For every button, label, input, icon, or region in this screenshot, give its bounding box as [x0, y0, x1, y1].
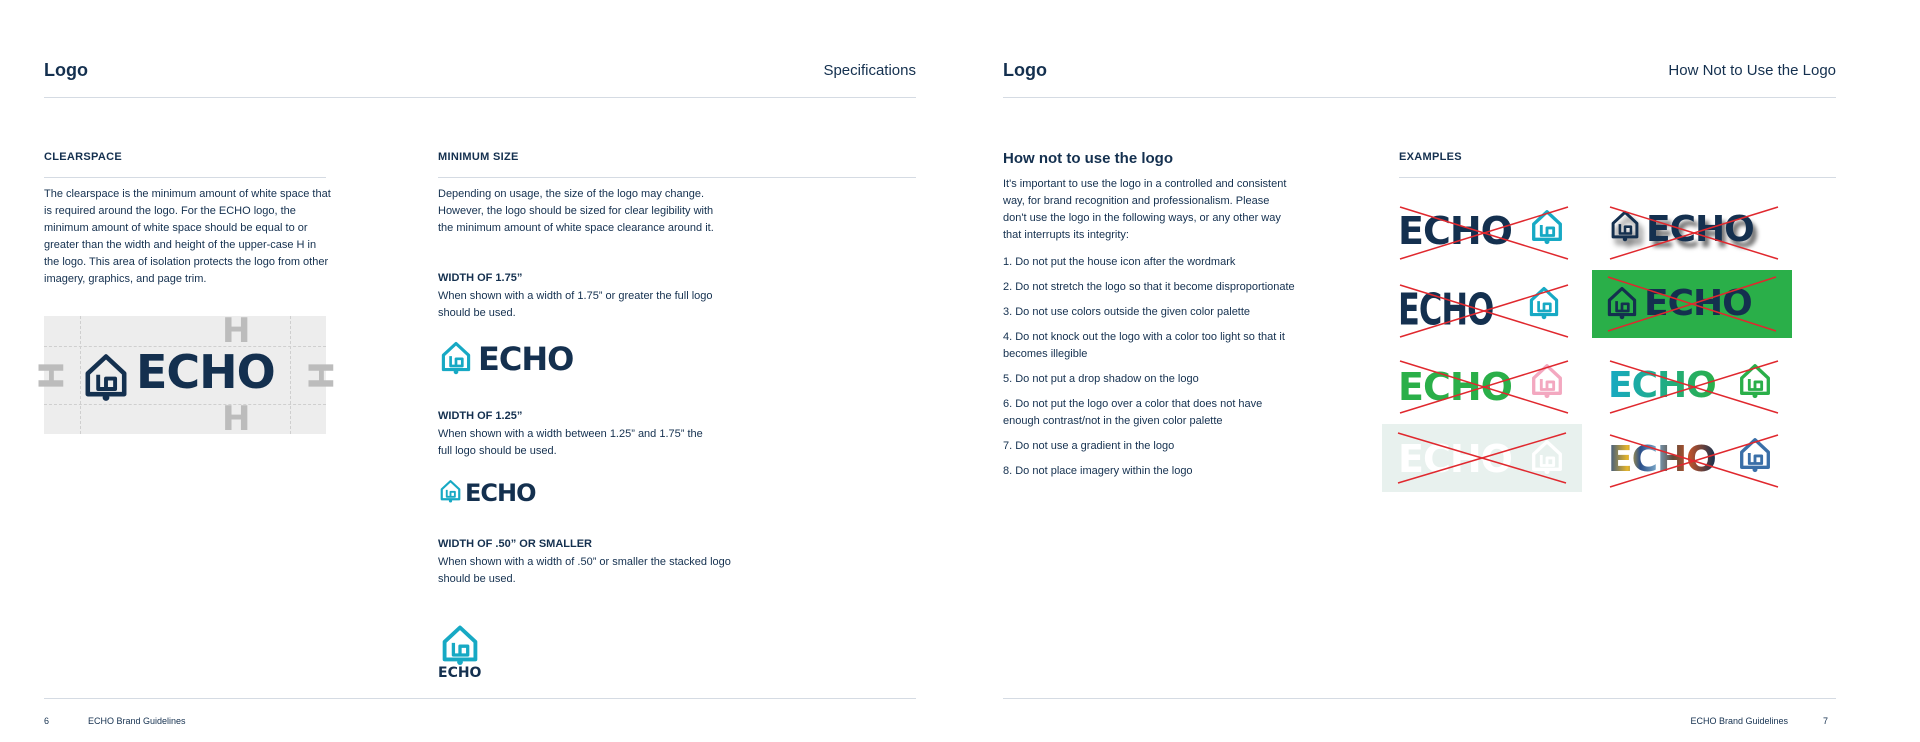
header-divider — [44, 97, 916, 98]
house-icon — [438, 339, 474, 375]
footer-label: ECHO Brand Guidelines — [88, 716, 186, 726]
example-wordmark: ECHO — [1398, 283, 1494, 336]
example-gradient — [1608, 358, 1780, 416]
width-125-title: WIDTH OF 1.25” — [438, 410, 523, 422]
page-title: Logo — [1003, 60, 1047, 80]
min-size-heading: MINIMUM SIZE — [438, 151, 519, 163]
list-item: 4. Do not knock out the logo with a color too light so that it becomes illegible — [1003, 331, 1285, 360]
logo-wordmark-medium: ECHO — [465, 479, 536, 507]
list-item: 3. Do not use colors outside the given color palette — [1003, 306, 1251, 318]
example-wordmark: ECHO — [1608, 365, 1716, 406]
clearspace-marker-bottom: H — [222, 399, 250, 439]
example-off-palette-colors — [1398, 358, 1570, 416]
footer-divider — [44, 698, 916, 699]
clearspace-divider — [44, 177, 326, 178]
example-wordmark: ECHO — [1398, 437, 1512, 481]
example-knockout-too-light — [1382, 424, 1582, 492]
clearspace-diagram — [29, 311, 340, 439]
header-divider — [1003, 97, 1836, 98]
page-number: 6 — [44, 716, 50, 726]
how-not-body: It's important to use the logo in a controlled and consistent way, for brand recognition and professionalism. Please don't use the logo in the following ways, or any other way that interrupts its integrity: — [1003, 178, 1287, 241]
invalid-cross-icon — [1608, 432, 1780, 490]
clearspace-body: The clearspace is the minimum amount of white space that is required around the logo. For the ECHO logo, the minimum amount of white space should be equal to or greater than the width and height of the upper-case H in the logo. This area of isolation protects the logo from other imagery, graphics, and page trim. — [44, 188, 331, 285]
invalid-cross-icon — [1606, 274, 1778, 334]
invalid-cross-icon — [1608, 358, 1780, 416]
house-icon — [438, 478, 463, 503]
page-section-title: How Not to Use the Logo — [1668, 62, 1836, 79]
page-section-title: Specifications — [823, 62, 916, 79]
invalid-cross-icon — [1398, 204, 1570, 262]
example-low-contrast-background — [1592, 270, 1792, 338]
footer-divider — [1003, 698, 1836, 699]
clearspace-marker-right: H — [299, 361, 340, 389]
gridline — [290, 316, 291, 434]
example-wordmark: ECHO — [1608, 439, 1716, 480]
how-not-heading: How not to use the logo — [1003, 150, 1173, 167]
example-wordmark: ECHO — [1398, 209, 1512, 253]
list-item: 1. Do not put the house icon after the wordmark — [1003, 256, 1236, 268]
logo-wordmark: ECHO — [136, 345, 275, 399]
example-wordmark: ECHO — [1398, 365, 1512, 409]
width-125-text: When shown with a width between 1.25” and 1.75” the full logo should be used. — [438, 428, 703, 457]
width-050-title: WIDTH OF .50” OR SMALLER — [438, 538, 592, 550]
example-drop-shadow — [1608, 204, 1780, 262]
invalid-cross-icon — [1398, 358, 1570, 416]
example-imagery-within — [1608, 432, 1780, 490]
width-175-title: WIDTH OF 1.75” — [438, 272, 523, 284]
footer-label: ECHO Brand Guidelines — [1690, 716, 1788, 726]
list-item: 5. Do not put a drop shadow on the logo — [1003, 373, 1199, 385]
clearspace-marker-top: H — [222, 311, 250, 351]
invalid-cross-icon — [1608, 204, 1780, 262]
list-item: 8. Do not place imagery within the logo — [1003, 465, 1193, 477]
page-how-not-to-use — [960, 0, 1920, 742]
list-item: 6. Do not put the logo over a color that does not have enough contrast/not in the given color palette — [1003, 398, 1263, 427]
list-item: 7. Do not use a gradient in the logo — [1003, 440, 1175, 452]
example-icon-after-wordmark — [1398, 204, 1570, 262]
logo-wordmark-stacked: ECHO — [438, 665, 482, 681]
clearspace-heading: CLEARSPACE — [44, 151, 122, 163]
invalid-cross-icon — [1398, 282, 1570, 340]
house-icon — [438, 622, 482, 666]
logo-wordmark-large: ECHO — [478, 340, 574, 378]
min-size-intro: Depending on usage, the size of the logo may change. However, the logo should be sized for clear legibility with the minimum amount of white space clearance around it. — [438, 188, 714, 234]
width-175-text: When shown with a width of 1.75” or greater the full logo should be used. — [438, 290, 713, 319]
rules-list — [1003, 254, 1298, 488]
list-item: 2. Do not stretch the logo so that it become disproportionate — [1003, 281, 1295, 293]
example-wordmark: ECHO — [1644, 283, 1752, 324]
gridline — [44, 404, 326, 405]
house-icon — [80, 350, 132, 402]
examples-heading: EXAMPLES — [1399, 151, 1462, 163]
min-size-divider — [438, 177, 916, 178]
invalid-cross-icon — [1396, 430, 1568, 486]
example-wordmark: ECHO — [1646, 209, 1754, 250]
clearspace-marker-left: H — [29, 361, 70, 389]
example-stretched — [1398, 282, 1570, 340]
page-title: Logo — [44, 60, 88, 80]
width-050-text: When shown with a width of .50” or smaller the stacked logo should be used. — [438, 556, 731, 585]
page-number: 7 — [1822, 716, 1828, 726]
examples-divider — [1399, 177, 1836, 178]
